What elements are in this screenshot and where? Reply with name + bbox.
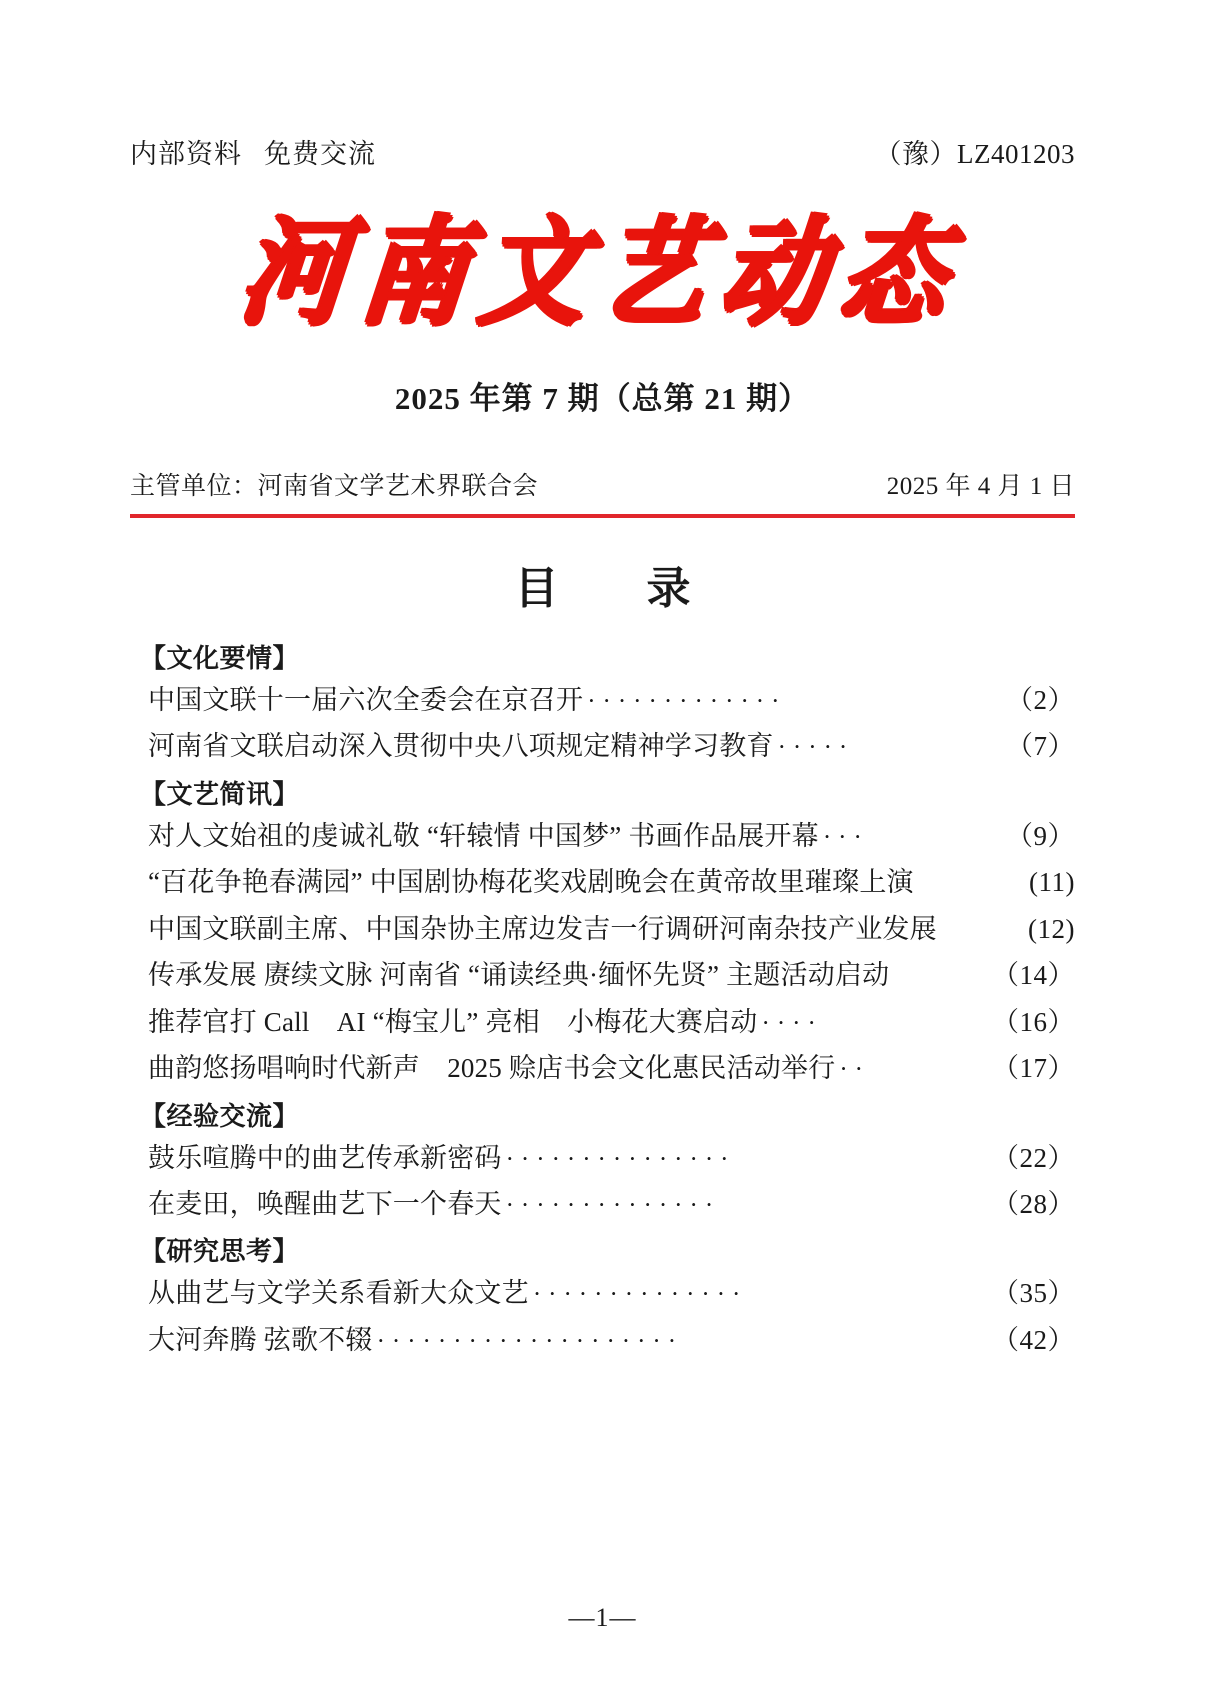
toc-entry-title: 传承发展 赓续文脉 河南省 “诵读经典·缅怀先贤” 主题活动启动 xyxy=(148,960,890,991)
toc-entry[interactable] xyxy=(130,1135,1075,1181)
masthead xyxy=(130,203,1075,342)
toc-entry-title: 从曲艺与文学关系看新大众文艺 xyxy=(148,1278,529,1309)
toc-entry-title: 大河奔腾 弦歌不辍 xyxy=(148,1324,373,1355)
red-divider-rule xyxy=(130,514,1075,518)
toc-entry-title: 鼓乐喧腾中的曲艺传承新密码 xyxy=(148,1142,502,1173)
toc-entry-page-number: （14） xyxy=(992,960,1075,991)
publisher-row xyxy=(130,466,1075,502)
toc-entry-page-number: （28） xyxy=(992,1188,1075,1219)
toc-entry[interactable] xyxy=(130,906,1075,952)
toc-entry-title: 曲韵悠扬唱响时代新声 2025 赊店书会文化惠民活动举行 xyxy=(148,1053,836,1084)
toc-entry-leader-dots: ··············· xyxy=(505,1145,736,1173)
toc-entry-title: 中国文联十一届六次全委会在京召开 xyxy=(148,685,584,715)
toc-entry[interactable] xyxy=(130,723,1075,769)
toc-entry[interactable] xyxy=(130,1181,1075,1227)
toc-entry[interactable] xyxy=(130,813,1075,859)
toc-entry-page-number: （16） xyxy=(992,1006,1075,1037)
toc-entry-leader-dots: ··· xyxy=(822,823,869,851)
toc-entry-title: 河南省文联启动深入贯彻中央八项规定精神学习教育 xyxy=(148,731,774,762)
footer-page-number: —1— xyxy=(568,1603,637,1632)
toc-section-heading: 【文化要情】 xyxy=(140,643,300,673)
header-left-text xyxy=(130,132,376,171)
toc-entry[interactable] xyxy=(130,999,1075,1045)
table-of-contents xyxy=(130,638,1075,1363)
toc-entry-page-number: （9） xyxy=(1006,820,1075,851)
toc-entry[interactable] xyxy=(130,1045,1075,1091)
toc-entry-leader-dots: ·· xyxy=(839,1056,871,1084)
toc-section-heading: 【文艺简讯】 xyxy=(140,778,300,809)
toc-entry[interactable] xyxy=(130,677,1075,723)
toc-entry-leader-dots: ············· xyxy=(587,688,787,715)
publication-date: 2025 年 4 月 1 日 xyxy=(886,473,1075,500)
toc-entry[interactable] xyxy=(130,859,1075,905)
publisher-label: 主管单位：河南省文学艺术界联合会 xyxy=(130,473,539,500)
toc-entry-page-number: （7） xyxy=(1006,731,1075,762)
issue-number-line: 2025 年第 7 期（总第 21 期） xyxy=(394,381,811,416)
header-registration-code: （豫）LZ401203 xyxy=(874,139,1075,169)
toc-entry-page-number: （22） xyxy=(992,1142,1075,1173)
toc-entry-page-number: (11) xyxy=(1029,867,1075,898)
toc-entry-title: “百花争艳春满园” 中国剧协梅花奖戏剧晚会在黄帝故里璀璨上演 xyxy=(148,867,914,898)
toc-entry-leader-dots: ·············· xyxy=(532,1281,748,1309)
toc-entry[interactable] xyxy=(130,1270,1075,1316)
toc-entry-leader-dots: ···· xyxy=(761,1009,823,1037)
toc-entry-title: 中国文联副主席、中国杂协主席边发吉一行调研河南杂技产业发展 xyxy=(148,913,937,944)
header-free-exchange-label: 免费交流 xyxy=(264,139,376,169)
toc-entry-leader-dots: ····· xyxy=(777,734,855,762)
toc-entry[interactable] xyxy=(130,1317,1075,1363)
header-internal-material-label: 内部资料 xyxy=(130,139,242,169)
masthead-title: 河南文艺动态 xyxy=(235,203,970,342)
toc-entry-title: 对人文始祖的虔诚礼敬 “轩辕情 中国梦” 书画作品展开幕 xyxy=(148,820,819,851)
toc-entry-page-number: （35） xyxy=(992,1278,1075,1309)
toc-section-heading: 【经验交流】 xyxy=(140,1100,300,1131)
page-header xyxy=(130,0,1075,171)
toc-entry-title: 推荐官打 Call AI “梅宝儿” 亮相 小梅花大赛启动 xyxy=(148,1006,758,1037)
toc-entry-page-number: （2） xyxy=(1006,685,1075,715)
toc-entry-leader-dots: ···················· xyxy=(376,1327,684,1355)
toc-entry-page-number: （42） xyxy=(992,1324,1075,1355)
toc-entry-leader-dots: ·············· xyxy=(505,1191,721,1219)
toc-entry[interactable] xyxy=(130,952,1075,998)
toc-entry-page-number: (12) xyxy=(1028,913,1075,944)
toc-entry-page-number: （17） xyxy=(992,1053,1075,1084)
page-footer xyxy=(0,1603,1205,1633)
page-title: 目 录 xyxy=(514,564,713,613)
toc-entry-title: 在麦田，唤醒曲艺下一个春天 xyxy=(148,1188,502,1219)
toc-section-heading: 【研究思考】 xyxy=(140,1236,300,1267)
